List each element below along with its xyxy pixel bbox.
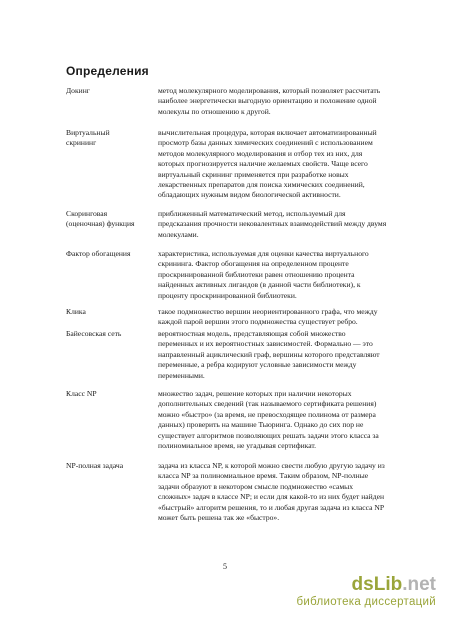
definition: множество задач, решение которых при наличии некоторых дополнительных сведений (так называемого сертификата решения) можно «быстро» (за время, не превосходящее полинома от размера данных) проверить на машине Тьюринга. Однако до сих пор не существует алгоритмов позволяющих решать задачи этого класса за полиномиальное время, не угадывая сертификат. (158, 389, 379, 451)
definition: характеристика, используемая для оценки качества виртуального скрининга. Фактор обогащения на определенном проценте проскринированной библиотеки равен отношению процента найденных активных лигандов (в данной части библиотеки), к проценту проскринированной библиотеки. (158, 249, 369, 300)
definition: задача из класса NP, к которой можно свести любую другую задачу из класса NP за полиномиальное время. Таким образом, NP-полные задачи образуют в некотором смысле подмножество «самых сложных» задач в классе NP; и если для какой-то из них будет найден «быстрый» алгоритм решения, то и любая другая задача из класса NP может быть решена так же «быстро». (158, 461, 385, 523)
term: Докинг (66, 86, 90, 95)
definition: вычислительная процедура, которая включает автоматизированный просмотр базы данных химических соединений с использованием методов молекулярного моделирования и отбор тех из них, для которых прогнозируется наличие желаемых свойств. Чаще всего виртуальный скрининг применяется при разработке новых лекарственных препаратов для поиска химических соединений, обладающих нужным видом биологической активности. (158, 128, 377, 200)
term: Класс NP (66, 389, 97, 398)
definition: метод молекулярного моделирования, который позволяет рассчитать наиболее энергетически выгодную ориентацию и положение одной молекулы по отношению к другой. (158, 86, 381, 116)
watermark-title-main: dsLib (351, 574, 403, 595)
definition: такое подмножество вершин неориентированного графа, что между каждой парой вершин этого подмножества существует ребро. (158, 307, 378, 327)
section-heading: Определения (66, 64, 149, 78)
term: Байесовская сеть (66, 329, 122, 338)
watermark-subtitle: библиотека диссертаций (296, 596, 436, 608)
term: Скоринговая (оценочная) функция (66, 209, 135, 229)
watermark-logo (296, 575, 436, 609)
watermark-title-tld: .net (402, 574, 436, 595)
page-number: 5 (223, 562, 227, 571)
term: Виртуальный скрининг (66, 128, 110, 148)
definition: вероятностная модель, представляющая собой множество переменных и их вероятностных зависимостей. Формально — это направленный ациклический граф, вершины которого представляют переменные, а ребра кодируют условные зависимости между переменными. (158, 329, 380, 380)
term: Фактор обогащения (66, 249, 131, 258)
term: NP-полная задача (66, 461, 124, 470)
term: Клика (66, 307, 86, 316)
watermark-title (296, 575, 436, 595)
definition: приближенный математический метод, используемый для предсказания прочности нековалентных взаимодействий между двумя молекулами. (158, 209, 387, 239)
